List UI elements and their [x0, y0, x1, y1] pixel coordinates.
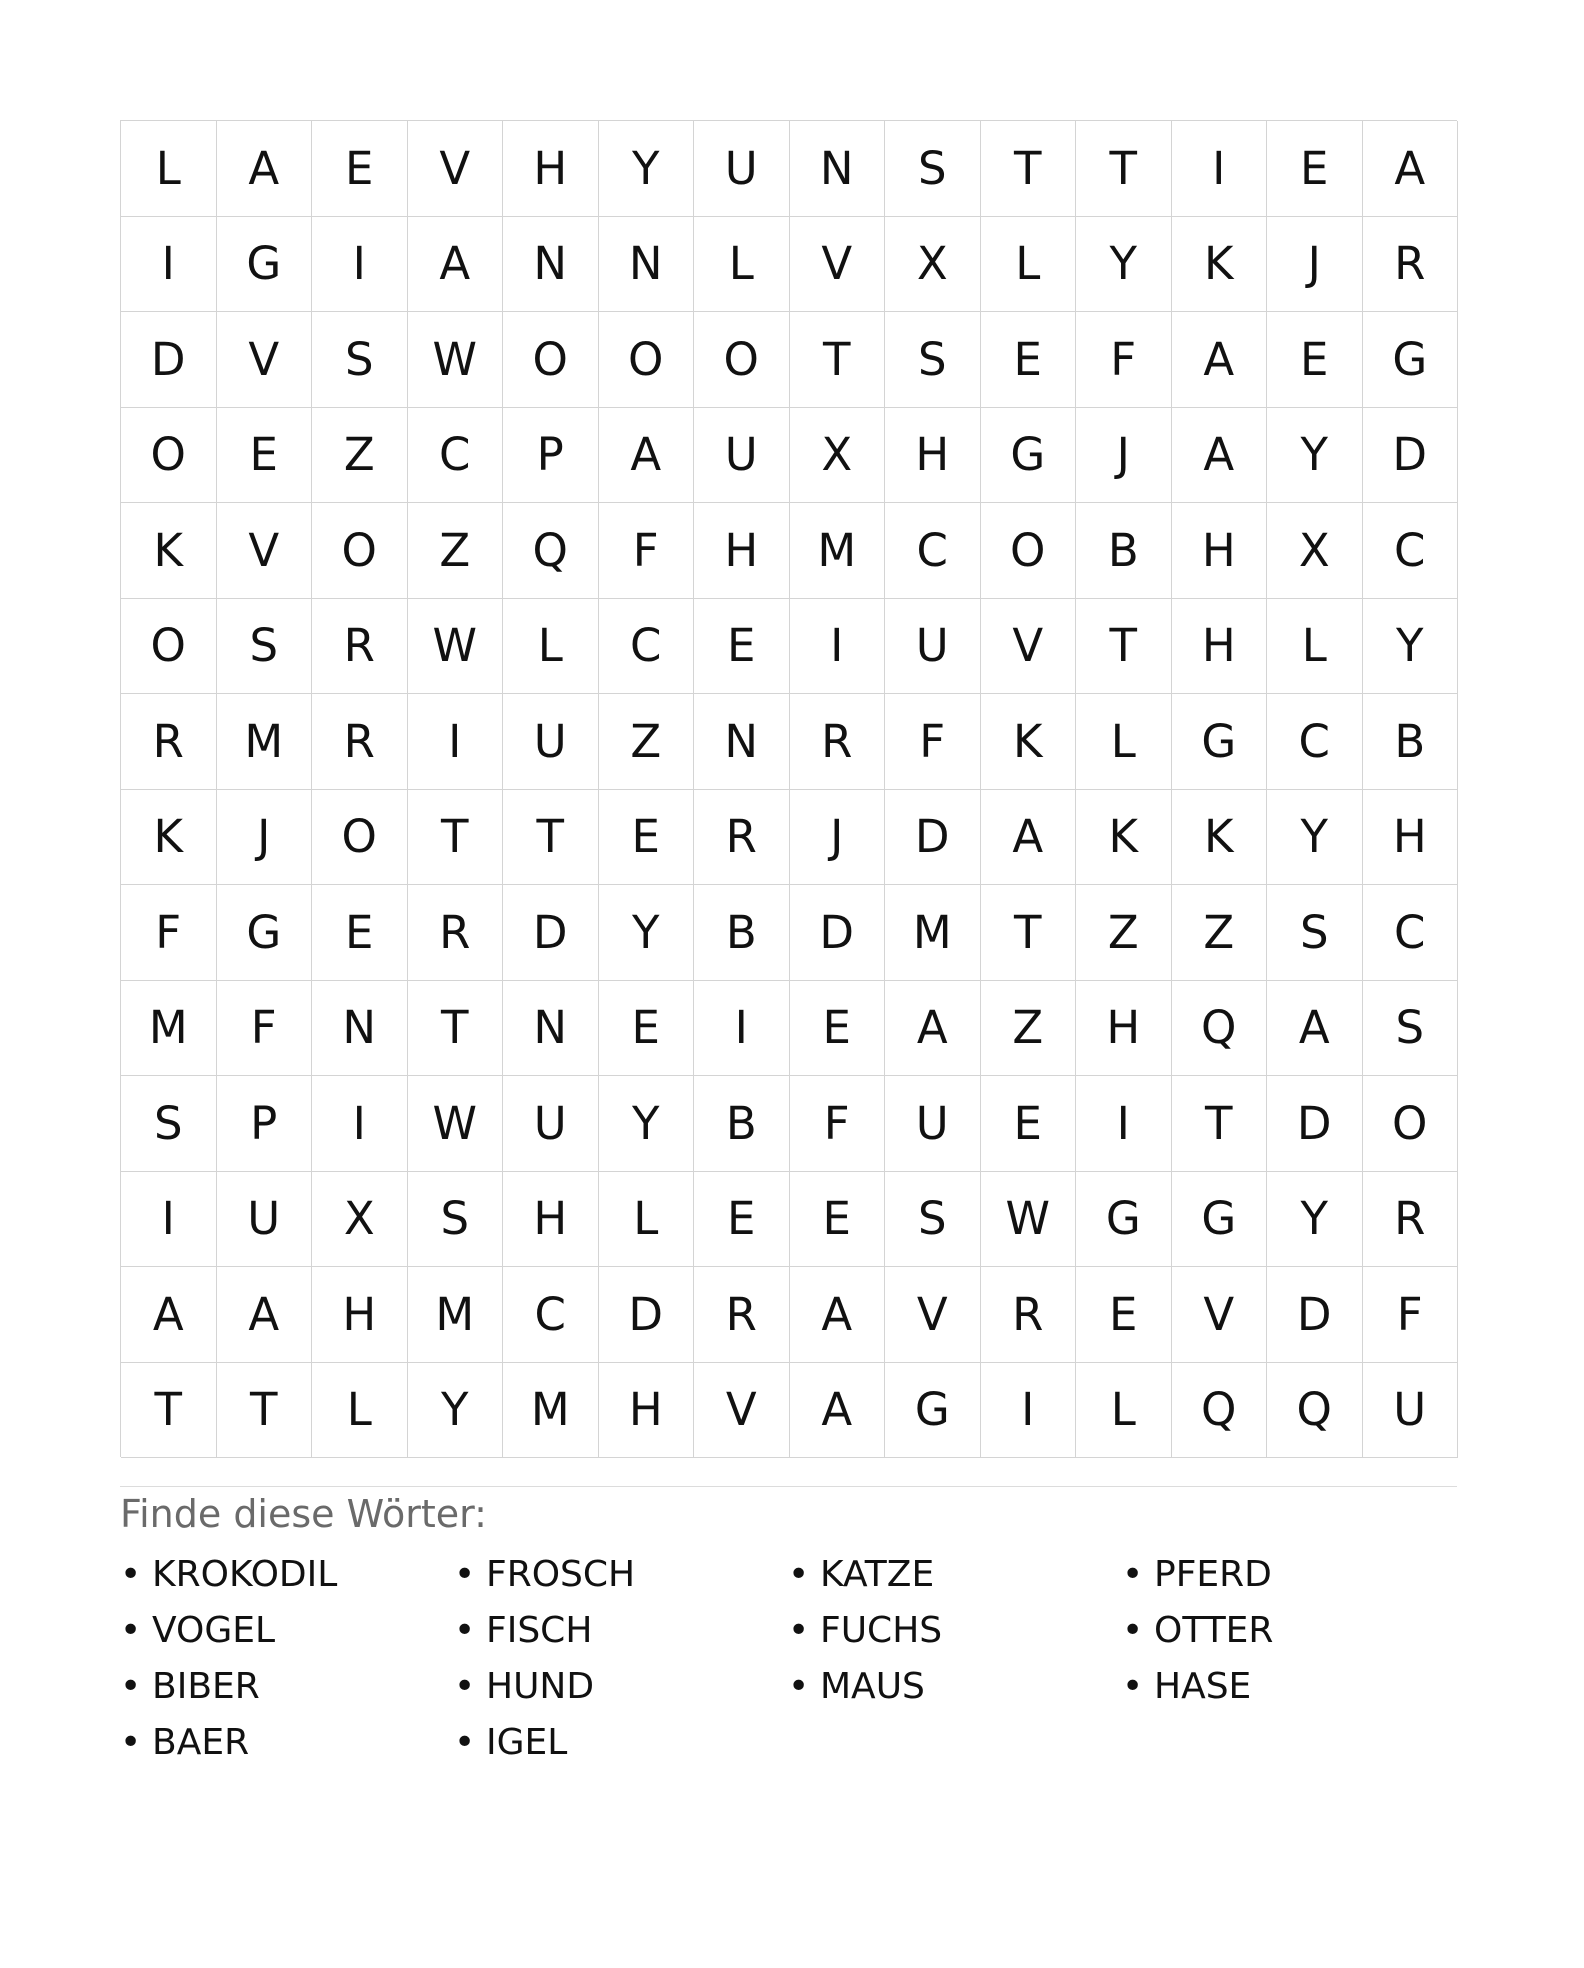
grid-cell[interactable]: R [121, 694, 217, 790]
grid-cell[interactable]: G [217, 885, 313, 981]
grid-cell[interactable]: X [1267, 503, 1363, 599]
grid-cell[interactable]: D [503, 885, 599, 981]
grid-cell[interactable]: S [885, 1172, 981, 1268]
grid-cell[interactable]: I [790, 599, 886, 695]
grid-cell[interactable]: D [599, 1267, 695, 1363]
grid-cell[interactable]: V [790, 217, 886, 313]
grid-cell[interactable]: S [885, 121, 981, 217]
grid-cell[interactable]: W [408, 312, 504, 408]
grid-cell[interactable]: R [981, 1267, 1077, 1363]
grid-cell[interactable]: D [885, 790, 981, 886]
word-list-item [1122, 1659, 1456, 1715]
grid-cell[interactable]: W [408, 599, 504, 695]
word-list-item [454, 1659, 788, 1715]
grid-cell[interactable]: E [1267, 312, 1363, 408]
grid-cell[interactable]: J [790, 790, 886, 886]
grid-cell[interactable]: A [981, 790, 1077, 886]
grid-cell[interactable]: Y [408, 1363, 504, 1459]
grid-cell[interactable]: V [981, 599, 1077, 695]
word-label: BIBER [152, 1666, 260, 1707]
grid-cell[interactable]: Z [408, 503, 504, 599]
grid-cell[interactable]: O [312, 503, 408, 599]
bullet-icon: • [120, 1610, 142, 1651]
grid-cell[interactable]: R [694, 1267, 790, 1363]
grid-cell[interactable]: S [885, 312, 981, 408]
grid-cell[interactable]: H [885, 408, 981, 504]
grid-cell[interactable]: Z [312, 408, 408, 504]
word-label: IGEL [486, 1722, 568, 1763]
grid-cell[interactable]: S [217, 599, 313, 695]
grid-cell[interactable]: O [312, 790, 408, 886]
grid-cell[interactable]: I [121, 1172, 217, 1268]
bullet-icon: • [454, 1610, 476, 1651]
grid-cell[interactable]: E [981, 312, 1077, 408]
word-label: OTTER [1154, 1610, 1274, 1651]
grid-cell[interactable]: A [121, 1267, 217, 1363]
grid-cell[interactable]: L [503, 599, 599, 695]
grid-cell[interactable]: D [1267, 1267, 1363, 1363]
word-list-item [454, 1603, 788, 1659]
grid-cell[interactable]: H [694, 503, 790, 599]
grid-cell[interactable]: J [217, 790, 313, 886]
grid-cell[interactable]: A [885, 981, 981, 1077]
grid-cell[interactable]: U [1363, 1363, 1459, 1459]
grid-cell[interactable]: M [121, 981, 217, 1077]
word-list-heading: Finde diese Wörter: [120, 1492, 487, 1536]
grid-cell[interactable]: L [599, 1172, 695, 1268]
word-list [120, 1547, 1457, 1771]
word-list-item [120, 1715, 454, 1771]
bullet-icon: • [788, 1666, 810, 1707]
grid-cell[interactable]: G [1076, 1172, 1172, 1268]
grid-cell[interactable]: F [790, 1076, 886, 1172]
grid-cell[interactable]: T [121, 1363, 217, 1459]
grid-cell[interactable]: A [790, 1363, 886, 1459]
grid-cell[interactable]: V [217, 312, 313, 408]
grid-cell[interactable]: S [1363, 981, 1459, 1077]
grid-cell[interactable]: R [1363, 1172, 1459, 1268]
grid-cell[interactable]: C [885, 503, 981, 599]
grid-cell[interactable]: O [1363, 1076, 1459, 1172]
bullet-icon: • [1122, 1554, 1144, 1595]
grid-cell[interactable]: K [121, 503, 217, 599]
grid-cell[interactable]: C [408, 408, 504, 504]
grid-cell[interactable]: Z [1172, 885, 1268, 981]
grid-cell[interactable]: A [1267, 981, 1363, 1077]
grid-cell[interactable]: N [312, 981, 408, 1077]
grid-cell[interactable]: U [217, 1172, 313, 1268]
grid-cell[interactable]: O [599, 312, 695, 408]
grid-cell[interactable]: D [790, 885, 886, 981]
grid-cell[interactable]: S [1267, 885, 1363, 981]
grid-cell[interactable]: G [1172, 1172, 1268, 1268]
grid-cell[interactable]: E [981, 1076, 1077, 1172]
grid-cell[interactable]: O [121, 408, 217, 504]
grid-cell[interactable]: M [217, 694, 313, 790]
bullet-icon: • [454, 1554, 476, 1595]
grid-cell[interactable]: D [1363, 408, 1459, 504]
grid-cell[interactable]: L [1267, 599, 1363, 695]
grid-cell[interactable]: T [408, 790, 504, 886]
grid-cell[interactable]: V [408, 121, 504, 217]
grid-cell[interactable]: E [312, 885, 408, 981]
grid-cell[interactable]: U [503, 694, 599, 790]
bullet-icon: • [120, 1666, 142, 1707]
grid-cell[interactable]: E [1267, 121, 1363, 217]
grid-cell[interactable]: Q [1172, 981, 1268, 1077]
grid-cell[interactable]: M [885, 885, 981, 981]
grid-cell[interactable]: A [1363, 121, 1459, 217]
grid-cell[interactable]: U [503, 1076, 599, 1172]
word-label: FROSCH [486, 1554, 636, 1595]
grid-cell[interactable]: A [217, 1267, 313, 1363]
grid-cell[interactable]: S [121, 1076, 217, 1172]
grid-cell[interactable]: H [599, 1363, 695, 1459]
grid-cell[interactable]: P [503, 408, 599, 504]
grid-cell[interactable]: C [599, 599, 695, 695]
grid-cell[interactable]: A [790, 1267, 886, 1363]
grid-cell[interactable]: E [599, 981, 695, 1077]
grid-cell[interactable]: L [312, 1363, 408, 1459]
bullet-icon: • [788, 1554, 810, 1595]
grid-cell[interactable]: O [694, 312, 790, 408]
word-list-item [120, 1603, 454, 1659]
grid-cell[interactable]: Z [599, 694, 695, 790]
grid-cell[interactable]: L [1076, 694, 1172, 790]
grid-cell[interactable]: R [790, 694, 886, 790]
grid-cell[interactable]: F [599, 503, 695, 599]
grid-cell[interactable]: K [981, 694, 1077, 790]
grid-cell[interactable]: J [1267, 217, 1363, 313]
letter-grid [120, 120, 1457, 1457]
grid-cell[interactable]: X [790, 408, 886, 504]
grid-cell[interactable]: N [503, 217, 599, 313]
grid-cell[interactable]: K [1076, 790, 1172, 886]
grid-cell[interactable]: T [1076, 599, 1172, 695]
grid-cell[interactable]: T [981, 885, 1077, 981]
grid-cell[interactable]: L [981, 217, 1077, 313]
grid-cell[interactable]: O [981, 503, 1077, 599]
grid-cell[interactable]: F [1363, 1267, 1459, 1363]
grid-cell[interactable]: Y [1076, 217, 1172, 313]
grid-cell[interactable]: T [408, 981, 504, 1077]
grid-cell[interactable]: H [503, 121, 599, 217]
grid-cell[interactable]: E [694, 599, 790, 695]
bullet-icon: • [120, 1722, 142, 1763]
grid-cell[interactable]: H [1363, 790, 1459, 886]
grid-cell[interactable]: O [503, 312, 599, 408]
grid-cell[interactable]: M [503, 1363, 599, 1459]
grid-cell[interactable]: R [312, 599, 408, 695]
grid-cell[interactable]: F [885, 694, 981, 790]
word-list-item [120, 1659, 454, 1715]
word-label: KATZE [820, 1554, 935, 1595]
grid-cell[interactable]: R [694, 790, 790, 886]
word-list-item [1122, 1603, 1456, 1659]
grid-cell[interactable]: I [1076, 1076, 1172, 1172]
grid-cell[interactable]: A [408, 217, 504, 313]
grid-cell[interactable]: S [408, 1172, 504, 1268]
grid-cell[interactable]: W [981, 1172, 1077, 1268]
grid-cell[interactable]: J [1076, 408, 1172, 504]
grid-cell[interactable]: V [694, 1363, 790, 1459]
grid-cell[interactable]: C [503, 1267, 599, 1363]
grid-cell[interactable]: V [885, 1267, 981, 1363]
word-label: FUCHS [820, 1610, 943, 1651]
word-list-item [120, 1547, 454, 1603]
grid-cell[interactable]: D [1267, 1076, 1363, 1172]
grid-cell[interactable]: U [694, 408, 790, 504]
grid-cell[interactable]: A [599, 408, 695, 504]
bullet-icon: • [1122, 1666, 1144, 1707]
grid-cell[interactable]: A [1172, 408, 1268, 504]
grid-cell[interactable]: C [1267, 694, 1363, 790]
grid-cell[interactable]: L [1076, 1363, 1172, 1459]
grid-cell[interactable]: E [694, 1172, 790, 1268]
grid-cell[interactable]: T [1076, 121, 1172, 217]
bullet-icon: • [788, 1610, 810, 1651]
word-label: FISCH [486, 1610, 593, 1651]
grid-cell[interactable]: O [121, 599, 217, 695]
grid-cell[interactable]: N [503, 981, 599, 1077]
grid-cell[interactable]: H [503, 1172, 599, 1268]
grid-cell[interactable]: C [1363, 503, 1459, 599]
grid-cell[interactable]: A [217, 121, 313, 217]
word-label: KROKODIL [152, 1554, 338, 1595]
grid-cell[interactable]: T [217, 1363, 313, 1459]
word-list-item [788, 1659, 1122, 1715]
grid-cell[interactable]: U [885, 599, 981, 695]
grid-cell[interactable]: N [694, 694, 790, 790]
word-list-item [454, 1715, 788, 1771]
grid-cell[interactable]: V [1172, 1267, 1268, 1363]
grid-cell[interactable]: I [981, 1363, 1077, 1459]
grid-cell[interactable]: R [312, 694, 408, 790]
word-list-item [1122, 1547, 1456, 1603]
bullet-icon: • [120, 1554, 142, 1595]
grid-cell[interactable]: B [1363, 694, 1459, 790]
grid-cell[interactable]: X [885, 217, 981, 313]
word-list-item [788, 1603, 1122, 1659]
grid-cell[interactable]: B [694, 1076, 790, 1172]
bullet-icon: • [454, 1666, 476, 1707]
grid-cell[interactable]: I [408, 694, 504, 790]
grid-cell[interactable]: I [1172, 121, 1268, 217]
grid-cell[interactable]: Y [599, 885, 695, 981]
grid-cell[interactable]: N [790, 121, 886, 217]
grid-cell[interactable]: L [694, 217, 790, 313]
grid-cell[interactable]: T [1172, 1076, 1268, 1172]
grid-cell[interactable]: S [312, 312, 408, 408]
grid-cell[interactable]: I [694, 981, 790, 1077]
grid-cell[interactable]: M [408, 1267, 504, 1363]
grid-cell[interactable]: F [121, 885, 217, 981]
grid-cell[interactable]: E [790, 981, 886, 1077]
grid-cell[interactable]: Y [599, 1076, 695, 1172]
grid-cell[interactable]: T [790, 312, 886, 408]
word-label: PFERD [1154, 1554, 1272, 1595]
word-label: HASE [1154, 1666, 1252, 1707]
grid-cell[interactable]: Y [599, 121, 695, 217]
bullet-icon: • [1122, 1610, 1144, 1651]
word-label: BAER [152, 1722, 250, 1763]
grid-cell[interactable]: G [217, 217, 313, 313]
grid-cell[interactable]: Q [1267, 1363, 1363, 1459]
word-list-item [454, 1547, 788, 1603]
divider [120, 1486, 1457, 1487]
grid-cell[interactable]: K [121, 790, 217, 886]
grid-cell[interactable]: Y [1267, 790, 1363, 886]
grid-cell[interactable]: X [312, 1172, 408, 1268]
grid-cell[interactable]: F [217, 981, 313, 1077]
grid-cell[interactable]: N [599, 217, 695, 313]
grid-cell[interactable]: W [408, 1076, 504, 1172]
grid-cell[interactable]: A [1172, 312, 1268, 408]
grid-cell[interactable]: B [1076, 503, 1172, 599]
grid-cell[interactable]: I [121, 217, 217, 313]
grid-cell[interactable]: Z [981, 981, 1077, 1077]
grid-cell[interactable]: E [217, 408, 313, 504]
grid-cell[interactable]: H [1076, 981, 1172, 1077]
word-label: HUND [486, 1666, 595, 1707]
grid-cell[interactable]: L [121, 121, 217, 217]
bullet-icon: • [454, 1722, 476, 1763]
grid-cell[interactable]: Q [503, 503, 599, 599]
grid-cell[interactable]: E [790, 1172, 886, 1268]
grid-cell[interactable]: D [121, 312, 217, 408]
grid-cell[interactable]: I [312, 217, 408, 313]
grid-cell[interactable]: Q [1172, 1363, 1268, 1459]
grid-cell[interactable]: E [599, 790, 695, 886]
grid-cell[interactable]: K [1172, 790, 1268, 886]
word-label: VOGEL [152, 1610, 276, 1651]
grid-cell[interactable]: T [981, 121, 1077, 217]
grid-cell[interactable]: Y [1267, 408, 1363, 504]
grid-cell[interactable]: K [1172, 217, 1268, 313]
grid-cell[interactable]: H [1172, 503, 1268, 599]
grid-cell[interactable]: E [312, 121, 408, 217]
grid-cell[interactable]: V [217, 503, 313, 599]
grid-cell[interactable]: Y [1363, 599, 1459, 695]
grid-cell[interactable]: M [790, 503, 886, 599]
grid-cell[interactable]: I [312, 1076, 408, 1172]
grid-cell[interactable]: H [312, 1267, 408, 1363]
grid-cell[interactable]: T [503, 790, 599, 886]
grid-cell[interactable]: R [1363, 217, 1459, 313]
grid-cell[interactable]: Y [1267, 1172, 1363, 1268]
grid-cell[interactable]: G [1363, 312, 1459, 408]
grid-cell[interactable]: B [694, 885, 790, 981]
grid-cell[interactable]: G [1172, 694, 1268, 790]
grid-cell[interactable]: F [1076, 312, 1172, 408]
word-label: MAUS [820, 1666, 925, 1707]
grid-cell[interactable]: G [885, 1363, 981, 1459]
grid-cell[interactable]: C [1363, 885, 1459, 981]
grid-cell[interactable]: R [408, 885, 504, 981]
grid-cell[interactable]: U [885, 1076, 981, 1172]
grid-cell[interactable]: E [1076, 1267, 1172, 1363]
grid-cell[interactable]: Z [1076, 885, 1172, 981]
grid-cell[interactable]: G [981, 408, 1077, 504]
word-list-item [788, 1547, 1122, 1603]
grid-cell[interactable]: H [1172, 599, 1268, 695]
grid-cell[interactable]: P [217, 1076, 313, 1172]
grid-cell[interactable]: U [694, 121, 790, 217]
